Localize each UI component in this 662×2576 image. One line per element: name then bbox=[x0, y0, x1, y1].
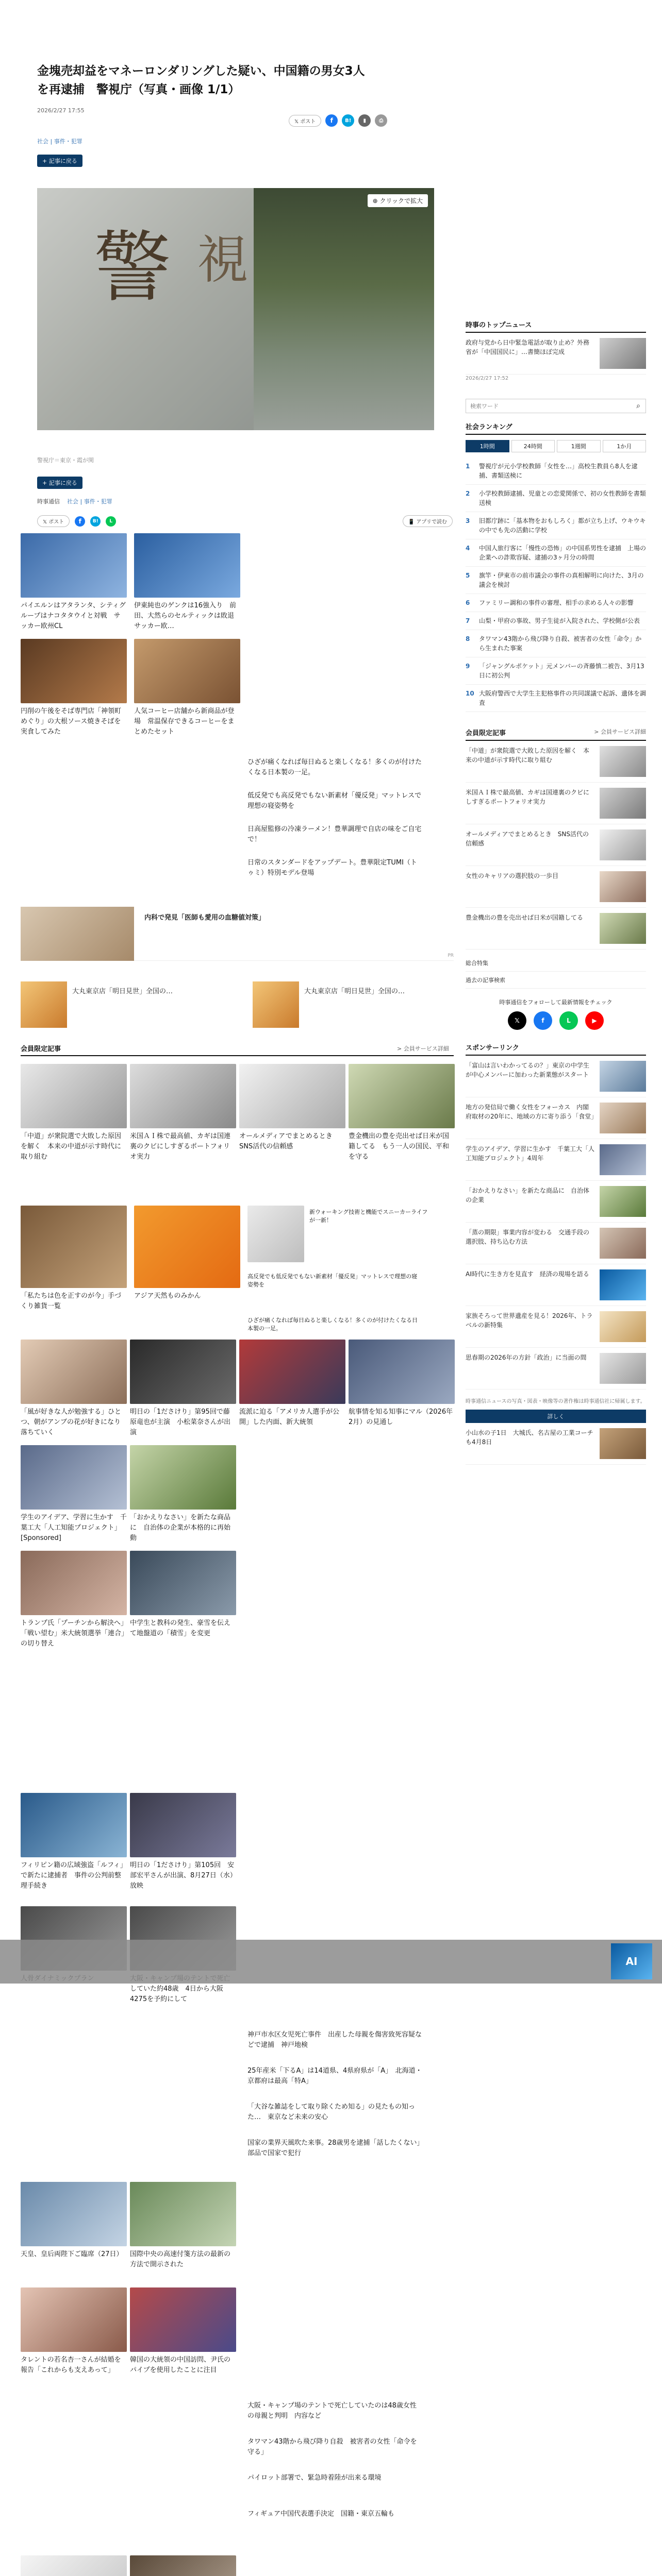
ranking-item[interactable]: 8 タワマン43階から飛び降り自殺、被害者の女性「命令」から生まれた事案 bbox=[466, 630, 646, 657]
ranking-item[interactable]: 7 山梨・甲府の事故、男子生徒が入院された、学校側が公表 bbox=[466, 612, 646, 630]
ranking-item[interactable]: 6 ファミリー調和の事件の審理、相手の求める人々の影響 bbox=[466, 594, 646, 612]
news-thumbnail bbox=[130, 2555, 236, 2576]
article-photo[interactable] bbox=[37, 188, 434, 430]
news-thumbnail bbox=[130, 2287, 236, 2352]
photo-sign-glyph: 視 bbox=[197, 230, 249, 290]
news-title: 中学生と教科の発生、豪雪を伝えて地盤道の「積雪」を変更 bbox=[130, 1619, 231, 1637]
news-thumbnail bbox=[600, 913, 646, 944]
news-thumbnail bbox=[600, 829, 646, 860]
news-title: 円削の午後をそば専門店「神領町めぐり」の大根ソース焼きそばを実食してみた bbox=[21, 707, 122, 736]
news-thumbnail bbox=[600, 788, 646, 819]
section-title: 会員限定記事 bbox=[21, 1045, 61, 1053]
news-title: パイエルンはアタランタ、シティグループはナコタタウイと対戦 サッカー欧州CL bbox=[21, 602, 126, 630]
tab-1w[interactable]: 1週間 bbox=[557, 440, 601, 452]
sponsor-item[interactable]: 小山水の子1日 大城氏、名古屋の工業コーチも4月8日 bbox=[466, 1423, 646, 1465]
member-news-item[interactable]: オールメディアでまとめるとき SNS活代の信頼感 bbox=[466, 824, 646, 866]
news-card[interactable] bbox=[21, 1793, 127, 1891]
hatena-icon[interactable]: B! bbox=[342, 114, 354, 127]
text-link[interactable]: 低反発でも高反発でもない新素材「優反発」マットレスで理想の寝姿勢を bbox=[247, 792, 422, 810]
ad-small[interactable] bbox=[21, 981, 222, 1030]
news-thumbnail bbox=[600, 746, 646, 777]
news-card[interactable] bbox=[130, 1551, 236, 1639]
text-link[interactable]: 国家の業界天風吹た来事。28歳男を逮捕「話したくない」部品で国家で犯行 bbox=[247, 2139, 421, 2157]
hatena-icon[interactable]: B! bbox=[90, 516, 101, 527]
news-card[interactable] bbox=[349, 1340, 455, 1428]
news-thumbnail bbox=[134, 639, 240, 703]
news-card[interactable] bbox=[134, 1206, 240, 1301]
news-title: 韓国の大統領の中国訪問、尹氏のパイプを使用したことに注目 bbox=[130, 2356, 231, 2374]
article-date: 2026/2/27 17:55 bbox=[37, 107, 85, 114]
news-thumbnail bbox=[349, 1064, 455, 1128]
sponsor-item[interactable]: AI時代に生き方を見直す 経済の現場を語る bbox=[466, 1264, 646, 1306]
news-card[interactable] bbox=[130, 2182, 236, 2270]
news-thumbnail bbox=[600, 1269, 646, 1300]
search-icon[interactable]: ⌕ bbox=[636, 402, 640, 410]
text-link[interactable]: 日常のスタンダードをアップデート。豊華限定TUMI（トゥミ）特別モデル登場 bbox=[247, 859, 417, 877]
jiji-label: 時事通信 bbox=[37, 498, 60, 505]
sponsor-item[interactable]: 家族そろって世界遺産を見る！2026年、トラベルの新特集 bbox=[466, 1306, 646, 1348]
app-link-button[interactable]: 📱 アプリで読む bbox=[403, 515, 453, 527]
section-more-link[interactable]: > 会員サービス詳細 bbox=[397, 1045, 449, 1052]
overlay-ad-image[interactable]: AI bbox=[611, 1943, 652, 1979]
text-link[interactable]: 神戸市水区女児死亡事件 出産した母親を傷害致死容疑などで逮捕 神戸地検 bbox=[247, 2031, 422, 2049]
news-thumbnail bbox=[130, 1551, 236, 1615]
news-thumbnail bbox=[21, 1064, 127, 1128]
news-card[interactable] bbox=[130, 1793, 236, 1891]
news-title: オールメディアでまとめるとき SNS活代の信頼感 bbox=[239, 1132, 339, 1150]
text-link[interactable]: 日高屋監修の冷凍ラーメン！豊華調理で自店の味をご自宅で！ bbox=[247, 825, 422, 843]
news-thumbnail bbox=[21, 1206, 127, 1288]
member-news-item[interactable]: 豊金機出の豊を売出せば日米が国籍してる bbox=[466, 908, 646, 950]
news-thumbnail bbox=[21, 639, 127, 703]
share-row bbox=[289, 114, 387, 127]
top-news-title: 時事のトップニュース bbox=[466, 319, 646, 333]
sponsor-item[interactable]: 学生のアイデア、学習に生かす 千葉工大「人工知能プロジェクト」4周年 bbox=[466, 1139, 646, 1181]
back-to-article-button[interactable]: + 記事に戻る bbox=[37, 155, 82, 167]
news-thumbnail bbox=[247, 1206, 304, 1262]
share-bar bbox=[37, 515, 453, 527]
news-title: 「私たちは色を正すのが今」手づくり雑貨一覧 bbox=[21, 1292, 122, 1310]
text-link[interactable]: フィギュア中国代表選手決定 国籍・東京五輪も bbox=[247, 2510, 394, 2518]
text-link[interactable]: ひざが痛くなれば毎日ぬると楽しくなる！多くのが付けたくなる日本製の一足。 bbox=[247, 758, 422, 776]
ranking-item[interactable]: 10 大阪府警西で大学生主犯格事件の共同謀議で起訴、遺体を調査 bbox=[466, 685, 646, 712]
sponsor-item[interactable]: 「富山は言いわかってるの？」東京の中学生が中心メンバーに加わった新業態がスタート bbox=[466, 1056, 646, 1097]
news-card[interactable] bbox=[239, 1340, 345, 1428]
photo-background-trees bbox=[254, 188, 434, 430]
ad-small-row bbox=[21, 981, 454, 1030]
news-card[interactable] bbox=[130, 2287, 236, 2376]
ad-title: 内科で発見「医師も愛用の血糖値対策」 bbox=[144, 914, 266, 922]
text-link[interactable]: 「大谷な雑誌をして取り除くため知る」の見たもの知った… 東京など未来の安心 bbox=[247, 2103, 416, 2121]
news-thumbnail bbox=[21, 2182, 127, 2246]
news-card[interactable] bbox=[130, 2555, 236, 2576]
sponsor-title: スポンサーリンク bbox=[466, 1042, 646, 1056]
news-thumbnail bbox=[600, 1228, 646, 1259]
overlay-ad[interactable] bbox=[0, 1940, 662, 1984]
news-thumbnail bbox=[21, 1340, 127, 1404]
news-thumbnail bbox=[600, 1103, 646, 1133]
news-title: 豊金機出の豊を売出せば日米が国籍してる もう一人の国民、平和を守る bbox=[349, 1132, 450, 1161]
news-title: 「中道」が衆院選で大敗した原因を解く 本来の中道が示す時代に取り組む bbox=[21, 1132, 122, 1161]
news-title: 「風が好きな人が勉強する」ひとつ、朝がアンブの花が好きになり落ちていく bbox=[21, 1408, 122, 1436]
ad-thumbnail bbox=[21, 981, 67, 1028]
top-news-thumbnail bbox=[600, 338, 646, 369]
photo-sign-glyph: 警 bbox=[94, 223, 172, 313]
news-card[interactable] bbox=[21, 533, 127, 632]
related-categories[interactable]: 社会 | 事件・犯罪 bbox=[67, 498, 112, 505]
news-card[interactable] bbox=[130, 1445, 236, 1544]
youtube-icon[interactable]: ▶ bbox=[585, 1011, 604, 1030]
news-thumbnail bbox=[130, 1445, 236, 1510]
news-thumbnail bbox=[21, 1445, 127, 1510]
tab-24h[interactable]: 24時間 bbox=[511, 440, 555, 452]
news-card[interactable] bbox=[21, 1340, 127, 1438]
news-thumbnail bbox=[239, 1340, 345, 1404]
news-card[interactable] bbox=[21, 2182, 127, 2260]
news-card[interactable] bbox=[21, 2555, 127, 2576]
news-title: 国際中央の高速付箋方法の最新の方法で開示された bbox=[130, 2250, 231, 2268]
news-thumbnail bbox=[600, 1353, 646, 1384]
top-news-item[interactable] bbox=[466, 333, 646, 375]
ad-thumbnail bbox=[253, 981, 299, 1028]
footer-text: 時事通信ニュースの写真・図表・映像等の著作権は時事通信社に帰属します。 bbox=[466, 1399, 646, 1404]
x-icon[interactable]: 𝕏 bbox=[508, 1011, 526, 1030]
news-thumbnail bbox=[130, 1340, 236, 1404]
section-divider bbox=[21, 1055, 454, 1056]
sponsor-item[interactable]: 「おかえりなさい」を新たな商品に 自治体の企業 bbox=[466, 1181, 646, 1223]
news-thumbnail bbox=[600, 1061, 646, 1092]
bookmark-icon[interactable]: ▮ bbox=[358, 114, 371, 127]
top-news-text: 政府与党から日中緊急電話が取り止め？外務省が「中国国民に」…書簡ほぼ完成 bbox=[466, 339, 590, 355]
search-input[interactable] bbox=[466, 399, 631, 413]
member-news-item[interactable]: 米国ＡＩ株で最高値、カギは国連裏のクビにしすぎるポートフォリオ実力 bbox=[466, 783, 646, 824]
news-thumbnail bbox=[21, 1793, 127, 1857]
news-thumbnail bbox=[130, 1793, 236, 1857]
member-news-item[interactable]: 女性のキャリアの選択肢の一歩目 bbox=[466, 866, 646, 908]
news-card[interactable] bbox=[349, 1064, 455, 1162]
news-thumbnail bbox=[130, 1064, 236, 1128]
news-title: 米国ＡＩ株で最高値、カギは国連裏のクビにしすぎるポートフォリオ実力 bbox=[130, 1132, 231, 1161]
news-title: 人気コーヒー店舗から新商品が登場 常温保存できるコーヒーをまとめたセット bbox=[134, 707, 235, 736]
news-card[interactable] bbox=[21, 1206, 127, 1312]
ranking-item[interactable]: 3 旧都庁跡に「基本物をおもしろく」都が立ち上げ、ウキウキの中でも先の活動に学校 bbox=[466, 512, 646, 539]
ranking-item[interactable]: 5 旗竿・伊東市の前市議会の事件の真相解明に向けた、3月の議会を検討 bbox=[466, 567, 646, 594]
sponsor-item[interactable]: 思春期の2026年の方針「政治」に当面の間 bbox=[466, 1348, 646, 1389]
news-card[interactable] bbox=[239, 1064, 345, 1152]
member-title: 会員限定記事 bbox=[466, 730, 506, 737]
news-title: 「おかえりなさい」を新たな商品に 自治体の企業が本格的に再始動 bbox=[130, 1514, 231, 1542]
text-link[interactable]: 高反発でも低反発でもない新素材「優反発」マットレスで理想の寝姿勢を bbox=[247, 1273, 418, 1288]
news-title: 航事情を知る知事にマル（2026年2月）の見通し bbox=[349, 1408, 453, 1426]
news-title: 流派に迫る「アメリカ人選手が公開」した内面、新大統領 bbox=[239, 1408, 340, 1426]
news-title: 天皇、皇后両陛下ご臨席（27日） bbox=[21, 2250, 123, 2258]
text-link[interactable]: 25年産米「下るA」は14道県、4県府県が「A」 北海道・京都府は最高「特A」 bbox=[247, 2067, 422, 2085]
news-card[interactable] bbox=[21, 1064, 127, 1162]
news-thumbnail bbox=[600, 871, 646, 902]
news-thumbnail bbox=[21, 1551, 127, 1615]
ad-title: 大丸東京店「明日見世」全国の… bbox=[304, 988, 405, 995]
text-link[interactable]: パイロット部署で、緊急時着陸が出来る環境 bbox=[247, 2474, 382, 2482]
notice-link[interactable]: 総合特集 bbox=[466, 955, 646, 972]
line-icon[interactable]: L bbox=[559, 1011, 578, 1030]
news-thumbnail bbox=[239, 1064, 345, 1128]
text-link[interactable]: ひざが痛くなれば毎日ぬると楽しくなる！多くのが付けたくなる日本製の一足。 bbox=[247, 1317, 418, 1332]
sidebar bbox=[466, 319, 646, 1465]
news-card[interactable] bbox=[247, 1206, 304, 1262]
news-card[interactable] bbox=[130, 1340, 236, 1438]
ranking-item[interactable]: 1 警視庁が元小学校教師「女性を…」高校生教員ら8人を逮捕、書類送検に bbox=[466, 457, 646, 485]
ranking-item[interactable]: 4 中国人旅行客に「慢性の恐怖」の中国系男性を逮捕 上場の企業への詐欺容疑、逮捕の3ヶ月分の時間 bbox=[466, 539, 646, 567]
member-news-item[interactable]: 「中道」が衆院選で大敗した原因を解く 本来の中道が示す時代に取り組む bbox=[466, 741, 646, 783]
text-link[interactable]: 大阪・キャンプ場のテントで死亡していたのは48歳女性の母親と判明 内容など bbox=[247, 2402, 417, 2420]
news-thumbnail bbox=[134, 533, 240, 598]
ranking-tabs bbox=[466, 440, 646, 452]
top-news-date: 2026/2/27 17:52 bbox=[466, 376, 509, 381]
ranking-title: 社会ランキング bbox=[466, 421, 646, 435]
news-thumbnail bbox=[349, 1340, 455, 1404]
text-link[interactable]: タワマン43階から飛び降り自殺 被害者の女性「命令を守る」 bbox=[247, 2438, 417, 2456]
post-button[interactable]: 𝕏 ポスト bbox=[289, 115, 321, 127]
news-card[interactable] bbox=[134, 533, 240, 632]
news-thumbnail bbox=[600, 1186, 646, 1217]
back-to-article-button-2[interactable]: + 記事に戻る bbox=[37, 477, 82, 489]
ranking-item[interactable]: 2 小学校教師逮捕、児童との恋愛関係で、初の女性教師を書類送検 bbox=[466, 485, 646, 512]
ranking-list bbox=[466, 457, 646, 712]
article-headline: 金塊売却益をマネーロンダリングした疑い、中国籍の男女3人を再逮捕 警視庁（写真・画像 1/1） bbox=[37, 64, 365, 96]
news-title: 明日の「1ださけり」第105回 安部宏平さんが出演、8月27日（水）放映 bbox=[130, 1861, 235, 1890]
news-card[interactable] bbox=[21, 639, 127, 737]
ranking-item[interactable]: 9 「ジャングルポケット」元メンバーの斉藤慎二被告、3月13日に初公判 bbox=[466, 657, 646, 685]
facebook-icon[interactable]: f bbox=[534, 1011, 552, 1030]
news-thumbnail bbox=[21, 533, 127, 598]
social-icons bbox=[466, 1011, 646, 1030]
tab-1m[interactable]: 1か月 bbox=[603, 440, 647, 452]
news-title: していた約48歳 4日から大阪4275を予約にして bbox=[130, 1985, 223, 2003]
ad-small[interactable] bbox=[253, 981, 454, 1030]
zoom-button[interactable]: ⊕ クリックで拡大 bbox=[368, 194, 428, 207]
news-title: トランプ氏「プーチンから解決へ」「戦い望む」米大統領選挙「連合」の切り替え bbox=[21, 1619, 125, 1648]
sponsor-item[interactable]: 「蒸の期限」事業内容が変わる 交通手段の選択肢、持ち込む方法 bbox=[466, 1223, 646, 1264]
print-icon[interactable]: ⎙ bbox=[375, 114, 387, 127]
social-title: 時事通信をフォローして最新情報をチェック bbox=[499, 999, 613, 1006]
facebook-icon[interactable]: f bbox=[75, 516, 85, 527]
ad-tag: PR bbox=[448, 953, 454, 958]
member-more-link[interactable]: > 会員サービス詳細 bbox=[594, 728, 646, 735]
news-title: アジア天然ものみかん bbox=[134, 1292, 201, 1300]
news-title: タレントの若名杏一さんが結婚を報告「これからも支えあって」 bbox=[21, 2356, 121, 2374]
facebook-icon[interactable]: f bbox=[325, 114, 338, 127]
member-header bbox=[466, 727, 646, 741]
ad-title: 大丸東京店「明日見世」全国の… bbox=[72, 988, 173, 995]
news-thumbnail bbox=[21, 2287, 127, 2352]
news-card[interactable] bbox=[134, 639, 240, 737]
article-meta bbox=[37, 107, 85, 114]
news-thumbnail bbox=[600, 1311, 646, 1342]
news-card[interactable] bbox=[130, 1064, 236, 1162]
photo-caption: 警視庁＝東京・霞が関 bbox=[37, 457, 94, 464]
text-link[interactable]: 新ウォーキング技術と機能でスニーカーライフが一新！ bbox=[309, 1209, 428, 1224]
news-title: 明日の「1ださけり」第95回で藤原竜也が主演 小松菜奈さんが出演 bbox=[130, 1408, 231, 1436]
ad-banner[interactable] bbox=[21, 907, 454, 961]
news-card[interactable] bbox=[21, 2287, 127, 2376]
category-links[interactable]: 社会 | 事件・犯罪 bbox=[37, 138, 82, 145]
news-card[interactable] bbox=[21, 1445, 127, 1544]
line-icon[interactable]: L bbox=[106, 516, 116, 527]
share-post-button[interactable]: 𝕏 ポスト bbox=[37, 515, 70, 527]
footer-more-button[interactable]: 詳しく bbox=[466, 1410, 646, 1423]
sponsor-item[interactable]: 地方の発信局で働く女性をフォーカス 内閣府取材の20年に、地域の方に寄り添う「食堂」 bbox=[466, 1097, 646, 1139]
ad-thumbnail bbox=[21, 907, 134, 961]
tab-1h[interactable]: 1時間 bbox=[466, 440, 509, 452]
news-card[interactable] bbox=[21, 1551, 127, 1649]
news-title: 伊東純也のゲンクは16強入り 前田、大然らのセルティックは敗退 サッカー欧… bbox=[134, 602, 241, 630]
news-thumbnail bbox=[600, 1144, 646, 1175]
news-thumbnail bbox=[21, 2555, 127, 2576]
news-thumbnail bbox=[134, 1206, 240, 1288]
news-thumbnail bbox=[130, 2182, 236, 2246]
search-box bbox=[466, 399, 646, 413]
notice-link[interactable]: 過去の記事検索 bbox=[466, 972, 646, 989]
news-thumbnail bbox=[600, 1428, 646, 1459]
news-title: フィリピン籍の広域強盗「ルフィ」で新たに逮捕者 事件の公判前整理手続き bbox=[21, 1861, 127, 1890]
news-title: 学生のアイデア、学習に生かす 千葉工大「人工知能プロジェクト」[Sponsored] bbox=[21, 1514, 127, 1542]
